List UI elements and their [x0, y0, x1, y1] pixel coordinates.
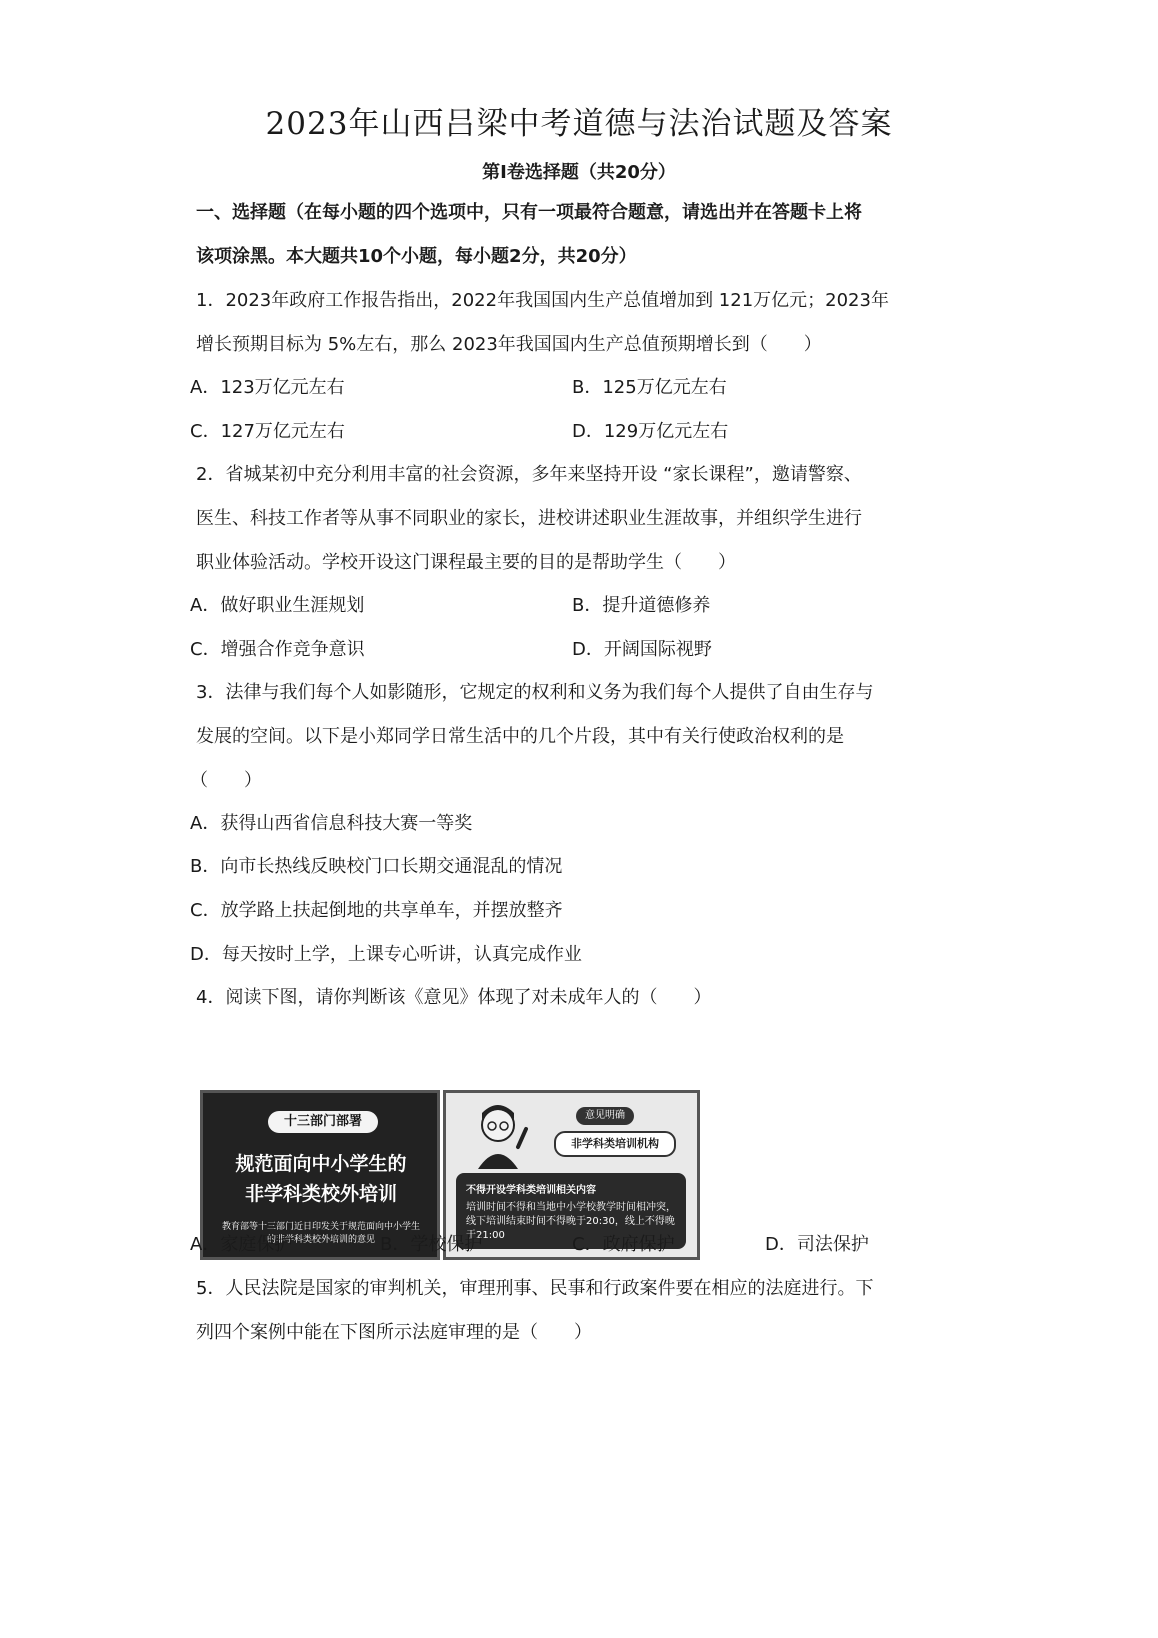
figure-right-tag: 意见明确	[576, 1107, 634, 1125]
q2-line-1: 2．省城某初中充分利用丰富的社会资源，多年来坚持开设 “家长课程”，邀请警察、	[196, 464, 862, 485]
q4-option-b: B．学校保护	[380, 1234, 483, 1255]
q2-option-d: D．开阔国际视野	[572, 639, 712, 660]
q3-line-1: 3．法律与我们每个人如影随形，它规定的权利和义务为我们每个人提供了自由生存与	[196, 682, 874, 703]
q3-line-2: 发展的空间。以下是小郑同学日常生活中的几个片段，其中有关行使政治权利的是	[196, 726, 844, 747]
q3-option-d: D．每天按时上学，上课专心听讲，认真完成作业	[190, 944, 582, 965]
q4-option-c: C．政府保护	[572, 1234, 675, 1255]
figure-caption: 教育部等十三部门近日印发关于规范面向中小学生的非学科类校外培训的意见	[221, 1222, 420, 1245]
q5-line-2: 列四个案例中能在下图所示法庭审理的是（ ）	[196, 1322, 592, 1343]
cartoon-person-icon	[468, 1099, 532, 1169]
q1-line-1: 1．2023年政府工作报告指出，2022年我国国内生产总值增加到 121万亿元；2023年	[196, 290, 889, 311]
q2-option-b: B．提升道德修养	[572, 595, 711, 616]
section-heading: 第Ⅰ卷选择题（共20分）	[482, 162, 676, 183]
figure-box-text: 培训时间不得和当地中小学校教学时间相冲突，线下培训结束时间不得晚于20:30，线上不得晚于21:00	[466, 1202, 676, 1241]
q4-line-1: 4．阅读下图，请你判断该《意见》体现了对未成年人的（ ）	[196, 987, 712, 1008]
q2-line-3: 职业体验活动。学校开设这门课程最主要的目的是帮助学生（ ）	[196, 552, 736, 573]
q3-option-c: C．放学路上扶起倒地的共享单车，并摆放整齐	[190, 900, 563, 921]
figure-headline-2: 非学科类校外培训	[244, 1183, 397, 1205]
figure-banner: 非学科类培训机构	[554, 1131, 676, 1157]
q1-option-c: C．127万亿元左右	[190, 421, 345, 442]
figure-tag: 十三部门部署	[268, 1111, 378, 1133]
q2-option-c: C．增强合作竞争意识	[190, 639, 365, 660]
figure-box-title: 不得开设学科类培训相关内容	[466, 1185, 596, 1196]
q1-option-b: B．125万亿元左右	[572, 377, 727, 398]
instructions-line-1: 一、选择题（在每小题的四个选项中，只有一项最符合题意，请选出并在答题卡上将	[196, 202, 862, 223]
q2-line-2: 医生、科技工作者等从事不同职业的家长，进校讲述职业生涯故事，并组织学生进行	[196, 508, 862, 529]
q5-line-1: 5．人民法院是国家的审判机关，审理刑事、民事和行政案件要在相应的法庭进行。下	[196, 1278, 874, 1299]
q1-option-a: A．123万亿元左右	[190, 377, 345, 398]
q3-line-3: （ ）	[190, 770, 262, 791]
instructions-line-2: 该项涂黑。本大题共10个小题，每小题2分，共20分）	[196, 246, 637, 267]
q4-option-d: D．司法保护	[765, 1234, 869, 1255]
figure-headline-1: 规范面向中小学生的	[235, 1153, 407, 1175]
page-title: 2023年山西吕梁中考道德与法治试题及答案	[265, 106, 893, 142]
q2-option-a: A．做好职业生涯规划	[190, 595, 365, 616]
q3-option-b: B．向市长热线反映校门口长期交通混乱的情况	[190, 856, 563, 877]
q1-line-2: 增长预期目标为 5%左右，那么 2023年我国国内生产总值预期增长到（ ）	[196, 334, 822, 355]
q3-option-a: A．获得山西省信息科技大赛一等奖	[190, 813, 473, 834]
q4-option-a: A．家庭保护	[190, 1234, 293, 1255]
q1-option-d: D．129万亿元左右	[572, 421, 729, 442]
